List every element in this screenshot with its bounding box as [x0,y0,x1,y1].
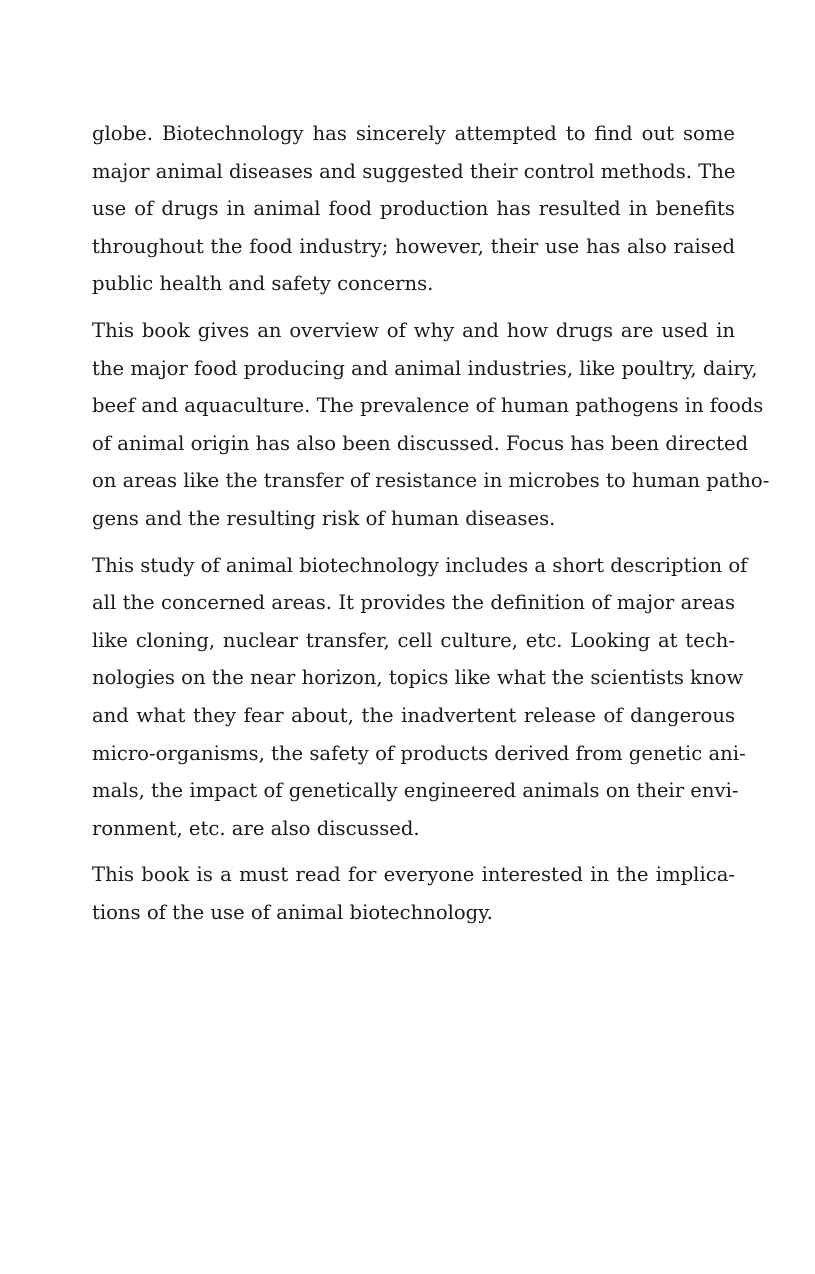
text-line: like cloning, nuclear transfer, cell culture, etc. Looking at tech- [92,628,735,652]
paragraph-1 [92,115,735,303]
text-line: tions of the use of animal biotechnology. [92,900,493,924]
text-line: use of drugs in animal food production has resulted in benefits [92,197,735,221]
body-text [92,115,770,940]
text-line: nologies on the near horizon, topics like what the scientists know [92,666,744,690]
text-line: globe. Biotechnology has sincerely attempted to find out some [92,122,735,145]
text-line: This book gives an overview of why and how drugs are used in [92,318,735,342]
text-line: ronment, etc. are also discussed. [92,816,420,840]
text-line: and what they fear about, the inadvertent release of dangerous [92,703,735,727]
text-line: gens and the resulting risk of human diseases. [92,506,556,530]
text-line: major animal diseases and suggested their control methods. The [92,159,736,183]
paragraph-3 [92,547,748,848]
text-line: on areas like the transfer of resistance in microbes to human patho- [92,469,770,493]
text-line: mals, the impact of genetically engineered animals on their envi- [92,779,739,803]
text-line: This book is a must read for everyone interested in the implica- [92,863,735,887]
text-line: the major food producing and animal industries, like poultry, dairy, [92,356,758,380]
text-line: micro-organisms, the safety of products derived from genetic ani- [92,741,746,765]
text-line: throughout the food industry; however, their use has also raised [92,234,735,258]
paragraph-2 [92,312,770,538]
text-line: public health and safety concerns. [92,272,434,296]
text-line: This study of animal biotechnology includes a short description of [92,553,748,577]
text-line: of animal origin has also been discussed. Focus has been directed [92,431,749,455]
text-line: all the concerned areas. It provides the definition of major areas [92,591,735,615]
text-line: beef and aquaculture. The prevalence of human pathogens in foods [92,394,764,418]
paragraph-4 [92,856,735,931]
